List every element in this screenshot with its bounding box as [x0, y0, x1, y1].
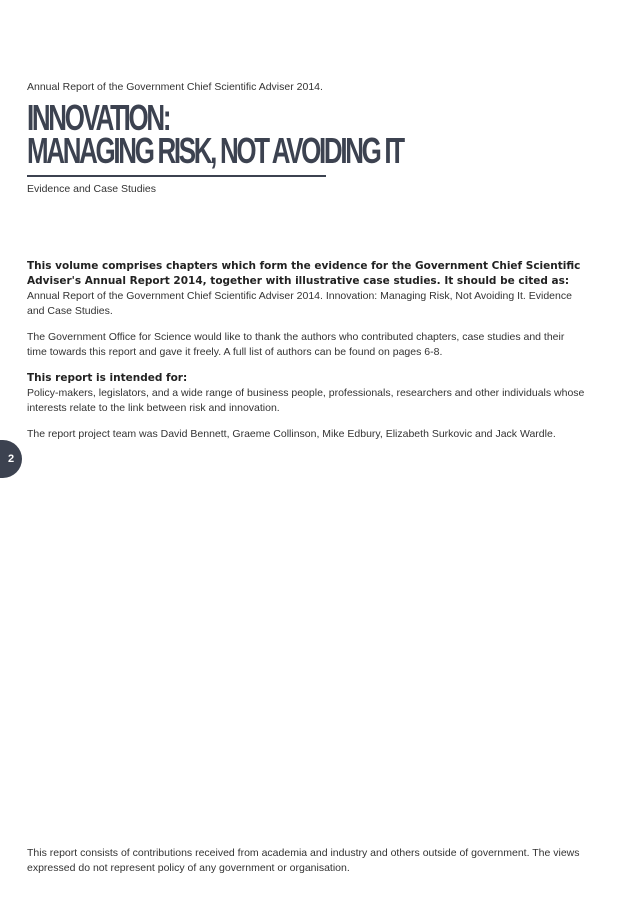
audience-text: Policy-makers, legislators, and a wide range of business people, professionals, researchers and other individuals whose interests relate to the link between risk and innovation.: [27, 387, 585, 414]
title-underline: [27, 175, 326, 177]
audience-heading: This report is intended for:: [27, 372, 188, 384]
thanks-paragraph: The Government Office for Science would like to thank the authors who contributed chapters, case studies and their time towards this report and gave it freely. A full list of authors can be found on pages 6-8.: [27, 331, 565, 358]
body-content: [27, 259, 587, 453]
team-paragraph: The report project team was David Bennett, Graeme Collinson, Mike Edbury, Elizabeth Surkovic and Jack Wardle.: [27, 428, 556, 440]
citation-intro: This volume comprises chapters which form the evidence for the Government Chief Scientific Adviser's Annual Report 2014, together with illustrative case studies. It should be cited as:: [27, 260, 581, 287]
audience-paragraph: [27, 371, 587, 416]
title-line-2: MANAGING RISK, NOT AVOIDING IT: [27, 130, 403, 171]
subtitle: Evidence and Case Studies: [27, 183, 156, 195]
page-title: [27, 97, 403, 171]
citation-paragraph: [27, 259, 587, 319]
page-number: 2: [7, 453, 15, 465]
disclaimer-footer: This report consists of contributions received from academia and industry and others outside of government. The views expressed do not represent policy of any government or organisation.: [27, 847, 580, 874]
report-header: Annual Report of the Government Chief Scientific Adviser 2014.: [27, 81, 323, 93]
citation-text: Annual Report of the Government Chief Scientific Adviser 2014. Innovation: Managing Risk, Not Avoiding It. Evidence and Case Studies.: [27, 290, 572, 317]
title-line-1: INNOVATION:: [27, 97, 170, 138]
